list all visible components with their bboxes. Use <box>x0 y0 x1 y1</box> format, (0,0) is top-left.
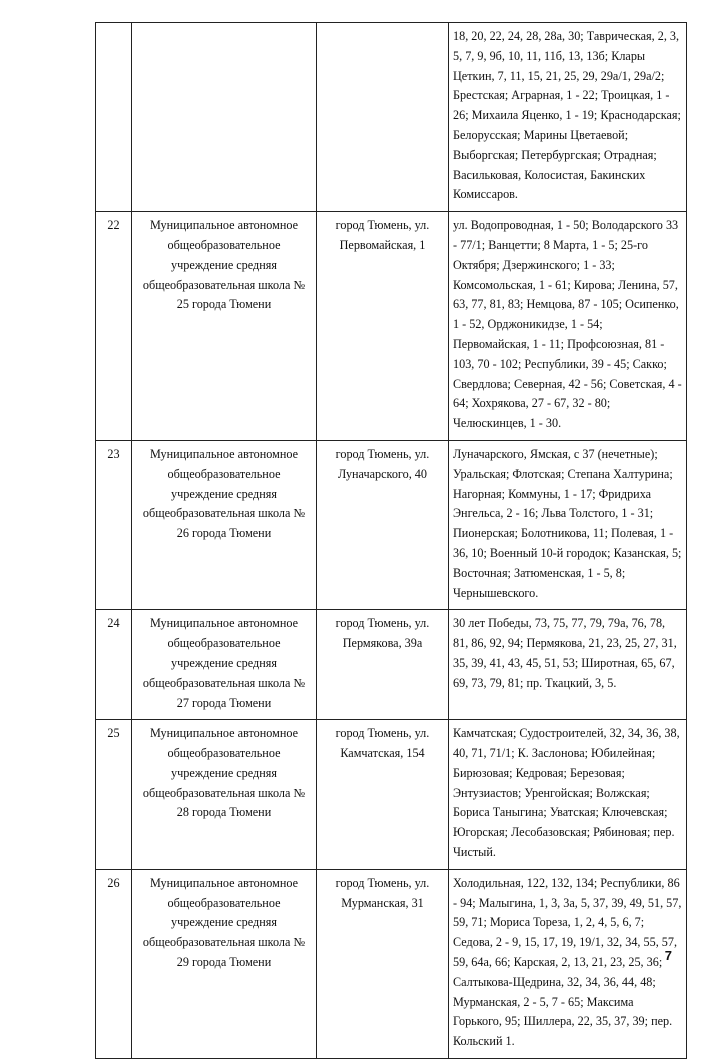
school-address: город Тюмень, ул. Первомайская, 1 <box>317 212 449 441</box>
assigned-streets: Холодильная, 122, 132, 134; Республики, 86 - 94; Малыгина, 1, 3, 3а, 5, 37, 39, 49, 51, 57, 59, 71; Мориса Тореза, 1, 2, 4, 5, 6, 7; Седова, 2 - 9, 15, 17, 19, 19/1, 32, 34, 55, 57, 59, 64а, 66; Карская, 2, 13, 21, 23, 25, 36; Салтыкова-Щедрина, 32, 34, 36, 44, 48; Мурманская, 2 - 5, 7 - 65; Максима Горького, 95; Шиллера, 22, 35, 37, 39; пер. Кольский 1. <box>449 869 687 1058</box>
row-number <box>96 23 132 212</box>
table-row <box>96 869 687 1058</box>
table-row <box>96 610 687 720</box>
row-number: 25 <box>96 720 132 870</box>
school-name <box>132 23 317 212</box>
school-address: город Тюмень, ул. Камчатская, 154 <box>317 720 449 870</box>
row-number: 24 <box>96 610 132 720</box>
table-row <box>96 440 687 609</box>
row-number: 26 <box>96 869 132 1058</box>
school-district-table <box>95 22 687 1059</box>
school-name: Муниципальное автономное общеобразовательное учреждение средняя общеобразовательная школа № 29 города Тюмени <box>132 869 317 1058</box>
row-number: 22 <box>96 212 132 441</box>
school-name: Муниципальное автономное общеобразовательное учреждение средняя общеобразовательная школа № 26 города Тюмени <box>132 440 317 609</box>
table-row <box>96 720 687 870</box>
assigned-streets: Камчатская; Судостроителей, 32, 34, 36, 38, 40, 71, 71/1; К. Заслонова; Юбилейная; Бирюзовая; Кедровая; Березовая; Энтузиастов; Уренгойская; Волжская; Бориса Таныгина; Уватская; Ключевская; Югорская; Лесобазовская; Рябиновая; пер. Чистый. <box>449 720 687 870</box>
assigned-streets: 18, 20, 22, 24, 28, 28а, 30; Таврическая, 2, 3, 5, 7, 9, 9б, 10, 11, 11б, 13, 13б; Клары Цеткин, 7, 11, 15, 21, 25, 29, 29а/1, 29а/2; Брестская; Аграрная, 1 - 22; Троицкая, 1 - 26; Михаила Яценко, 1 - 19; Краснодарская; Белорусская; Марины Цветаевой; Выборгская; Петербургская; Отрадная; Васильковая, Колосистая, Бакинских Комиссаров. <box>449 23 687 212</box>
table-row <box>96 23 687 212</box>
school-name: Муниципальное автономное общеобразовательное учреждение средняя общеобразовательная школа № 27 города Тюмени <box>132 610 317 720</box>
assigned-streets: Луначарского, Ямская, с 37 (нечетные); Уральская; Флотская; Степана Халтурина; Нагорная; Коммуны, 1 - 17; Фридриха Энгельса, 2 - 16; Льва Толстого, 1 - 31; Пионерская; Болотникова, 11; Полевая, 1 - 36, 10; Военный 10-й городок; Казанская, 5; Восточная; Затюменская, 1 - 5, 8; Чернышевского. <box>449 440 687 609</box>
page-number: 7 <box>664 948 672 963</box>
school-name: Муниципальное автономное общеобразовательное учреждение средняя общеобразовательная школа № 28 города Тюмени <box>132 720 317 870</box>
school-address: город Тюмень, ул. Луначарского, 40 <box>317 440 449 609</box>
table-row <box>96 212 687 441</box>
school-name: Муниципальное автономное общеобразовательное учреждение средняя общеобразовательная школа № 25 города Тюмени <box>132 212 317 441</box>
school-address: город Тюмень, ул. Мурманская, 31 <box>317 869 449 1058</box>
assigned-streets: ул. Водопроводная, 1 - 50; Володарского 33 - 77/1; Ванцетти; 8 Марта, 1 - 5; 25-го Октября; Дзержинского; 1 - 33; Комсомольская, 1 - 61; Кирова; Ленина, 57, 63, 77, 81, 83; Немцова, 87 - 105; Осипенко, 1 - 52, Орджоникидзе, 1 - 54; Первомайская, 1 - 11; Профсоюзная, 81 - 103, 70 - 102; Республики, 39 - 45; Сакко; Свердлова; Северная, 42 - 56; Советская, 4 - 64; Хохрякова, 27 - 67, 32 - 80; Челюскинцев, 1 - 30. <box>449 212 687 441</box>
assigned-streets: 30 лет Победы, 73, 75, 77, 79, 79а, 76, 78, 81, 86, 92, 94; Пермякова, 21, 23, 25, 27, 31, 35, 39, 41, 43, 45, 51, 53; Широтная, 65, 67, 69, 73, 79, 81; пр. Ткацкий, 3, 5. <box>449 610 687 720</box>
school-address <box>317 23 449 212</box>
school-address: город Тюмень, ул. Пермякова, 39а <box>317 610 449 720</box>
row-number: 23 <box>96 440 132 609</box>
